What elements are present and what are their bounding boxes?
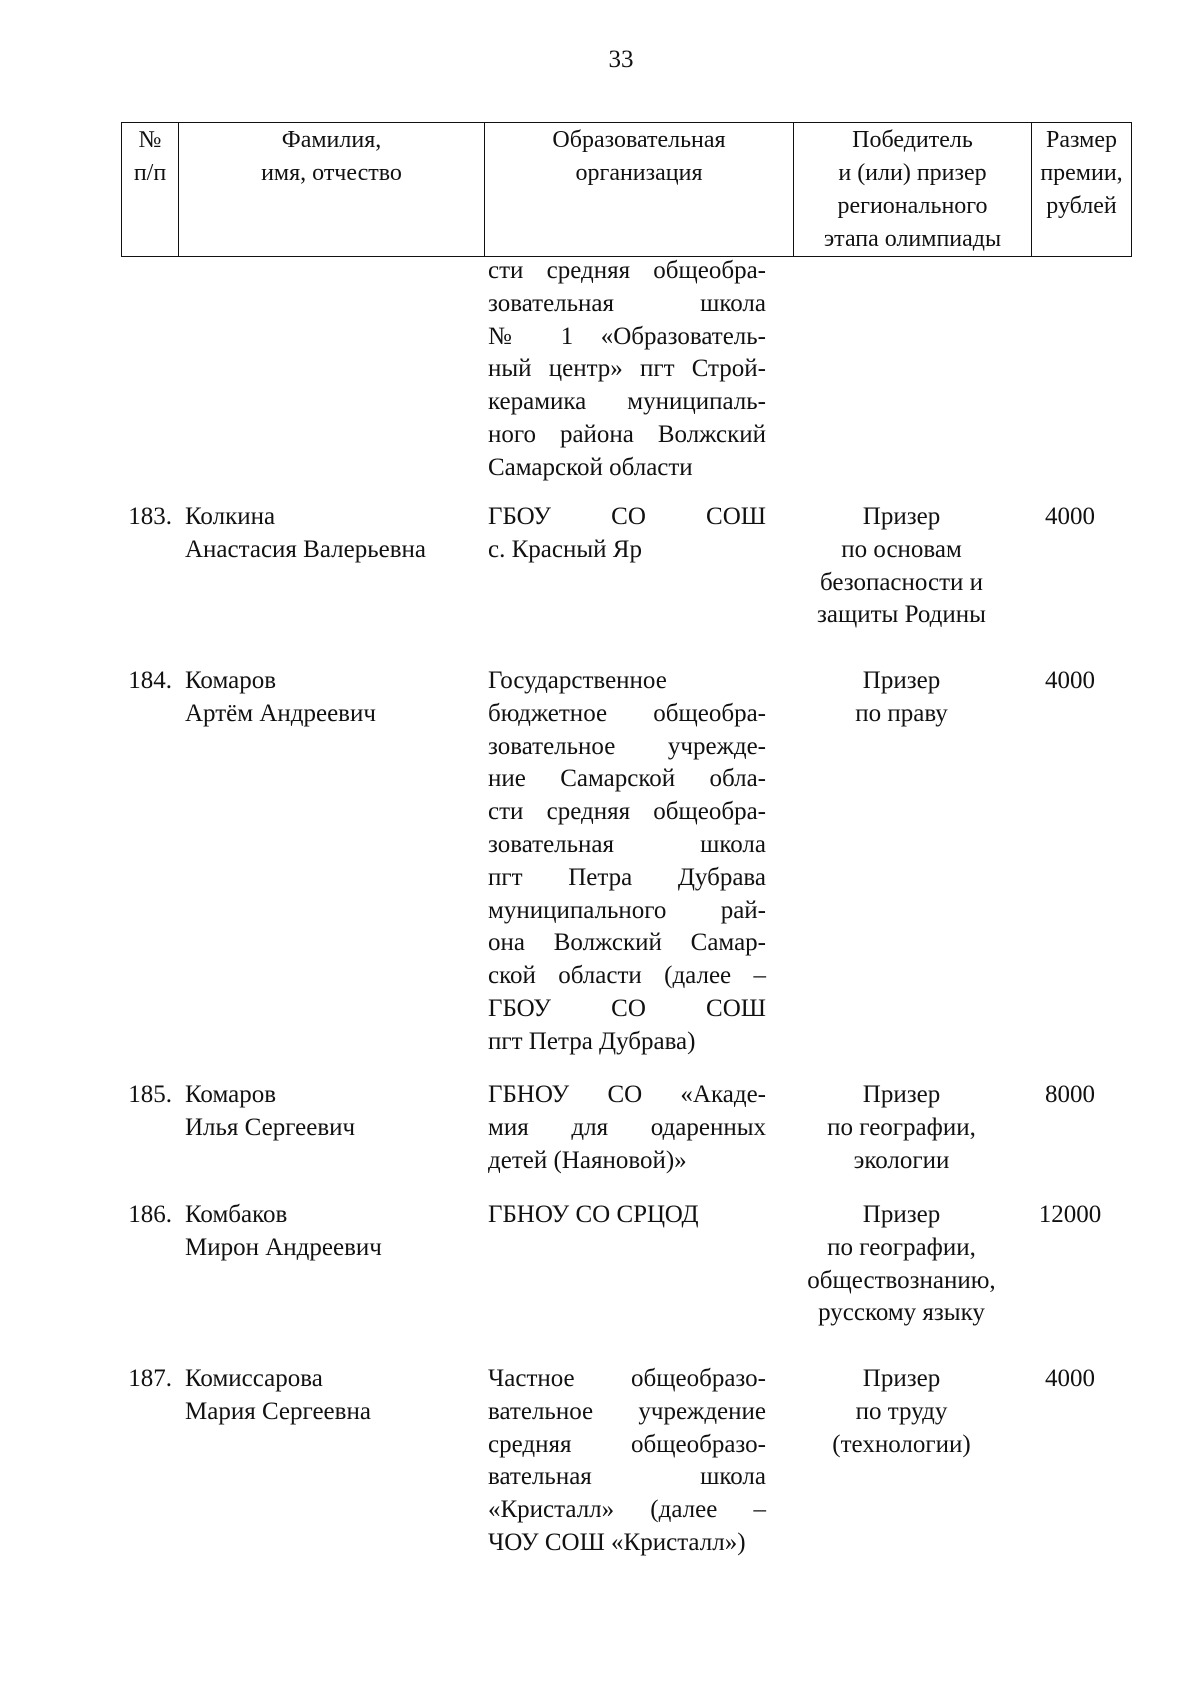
row-prize: 4000 <box>1045 503 1095 530</box>
org-line: ние Самарской обла- <box>488 765 766 793</box>
winner-line: безопасности и <box>819 568 984 596</box>
header-text: рублей <box>1046 193 1117 219</box>
header-text: и (или) призер <box>838 160 987 186</box>
org-line: керамика муниципаль- <box>488 388 766 416</box>
header-text: Размер <box>1046 127 1117 153</box>
org-line: Частное общеобразо- <box>488 1365 766 1392</box>
row-number: 186. <box>128 1201 172 1228</box>
name-line: Колкина <box>185 503 276 530</box>
winner-line: по географии, <box>827 1233 976 1261</box>
org-line: зовательное учрежде- <box>488 732 766 760</box>
name-line: Комиссарова <box>185 1365 323 1392</box>
org-line: с. Красный Яр <box>488 535 642 563</box>
org-line: вательное учреждение <box>488 1397 766 1425</box>
org-line: пгт Петра Дубрава) <box>488 1027 696 1055</box>
row-prize: 4000 <box>1045 1365 1095 1392</box>
winner-line: по основам <box>841 535 962 563</box>
winner-line: Призер <box>862 1081 941 1108</box>
header-text: этапа олимпиады <box>823 226 1002 252</box>
header-text: имя, отчество <box>261 160 402 186</box>
winner-line: Призер <box>862 1365 941 1392</box>
name-line: Комаров <box>185 667 277 694</box>
row-org <box>488 1079 766 1177</box>
header-text: организация <box>575 160 703 186</box>
winner-line: (технологии) <box>832 1430 971 1458</box>
winner-line: по географии, <box>827 1113 976 1141</box>
org-line: бюджетное общеобра- <box>488 699 766 727</box>
header-text: № <box>138 127 162 153</box>
page-number: 33 <box>608 46 634 73</box>
org-line: пгт Петра Дубрава <box>488 863 766 891</box>
org-line: Государственное <box>488 667 667 694</box>
winner-line: по праву <box>855 699 948 727</box>
row-prize: 4000 <box>1045 667 1095 694</box>
org-line: ГБНОУ СО «Акаде- <box>488 1081 766 1108</box>
table-header <box>121 122 1132 257</box>
name-line: Комбаков <box>185 1201 288 1228</box>
row-winner <box>773 1079 1030 1177</box>
row-number: 187. <box>128 1365 172 1392</box>
header-num <box>122 123 179 257</box>
name-line: Анастасия Валерьевна <box>185 535 427 563</box>
org-line: сти средняя общеобра- <box>488 257 766 284</box>
org-line: зовательная школа <box>488 830 766 858</box>
row-winner <box>773 1363 1030 1461</box>
continuation-org <box>488 255 766 485</box>
header-text: Победитель <box>852 127 973 153</box>
row-prize: 12000 <box>1038 1201 1102 1228</box>
org-line: ЧОУ СОШ «Кристалл») <box>488 1528 746 1556</box>
row-winner <box>773 1199 1030 1330</box>
org-line: ГБНОУ СО СРЦОД <box>488 1201 699 1228</box>
header-text: Фамилия, <box>281 127 382 153</box>
org-line: ного района Волжский <box>488 420 766 448</box>
org-line: она Волжский Самар- <box>488 929 766 957</box>
row-number: 183. <box>128 503 172 530</box>
org-line: сти средняя общеобра- <box>488 798 766 826</box>
org-line: № 1 «Образователь- <box>488 322 766 350</box>
header-prize <box>1032 123 1132 257</box>
header-text: Образовательная <box>552 127 726 153</box>
name-line: Мария Сергеевна <box>185 1397 371 1425</box>
org-line: детей (Наяновой)» <box>488 1146 687 1174</box>
org-line: муниципального рай- <box>488 896 766 924</box>
row-org <box>488 1199 766 1232</box>
row-number: 185. <box>128 1081 172 1108</box>
row-org <box>488 665 766 1059</box>
org-line: ный центр» пгт Строй- <box>488 355 766 383</box>
org-line: средняя общеобразо- <box>488 1430 766 1458</box>
org-line: мия для одаренных <box>488 1113 766 1141</box>
org-line: «Кристалл» (далее – <box>488 1496 766 1524</box>
row-name <box>185 665 475 731</box>
row-name <box>185 1199 475 1265</box>
winner-line: Призер <box>862 1201 941 1228</box>
winner-line: Призер <box>862 667 941 694</box>
name-line: Комаров <box>185 1081 277 1108</box>
row-org <box>488 501 766 567</box>
name-line: Илья Сергеевич <box>185 1113 356 1141</box>
name-line: Мирон Андреевич <box>185 1233 382 1261</box>
winner-line: экологии <box>853 1146 950 1174</box>
winner-line: защиты Родины <box>817 601 986 629</box>
row-name <box>185 501 475 567</box>
org-line: зовательная школа <box>488 289 766 317</box>
header-name <box>179 123 485 257</box>
name-line: Артём Андреевич <box>185 699 376 727</box>
row-number: 184. <box>128 667 172 694</box>
row-winner <box>773 501 1030 632</box>
org-line: вательная школа <box>488 1463 766 1491</box>
row-winner <box>773 665 1030 731</box>
header-winner <box>794 123 1032 257</box>
header-text: п/п <box>133 160 167 186</box>
winner-line: Призер <box>862 503 941 530</box>
org-line: Самарской области <box>488 453 693 481</box>
header-org <box>485 123 794 257</box>
winner-line: по труду <box>855 1397 948 1425</box>
winner-line: обществознанию, <box>807 1266 996 1294</box>
org-line: ГБОУ СО СОШ <box>488 994 766 1022</box>
row-org <box>488 1363 766 1560</box>
row-name <box>185 1079 475 1145</box>
org-line: ской области (далее – <box>488 962 766 990</box>
winner-line: русскому языку <box>818 1299 985 1327</box>
header-text: регионального <box>837 193 988 219</box>
row-name <box>185 1363 475 1429</box>
row-prize: 8000 <box>1045 1081 1095 1108</box>
header-text: премии, <box>1040 160 1123 186</box>
org-line: ГБОУ СО СОШ <box>488 503 766 530</box>
